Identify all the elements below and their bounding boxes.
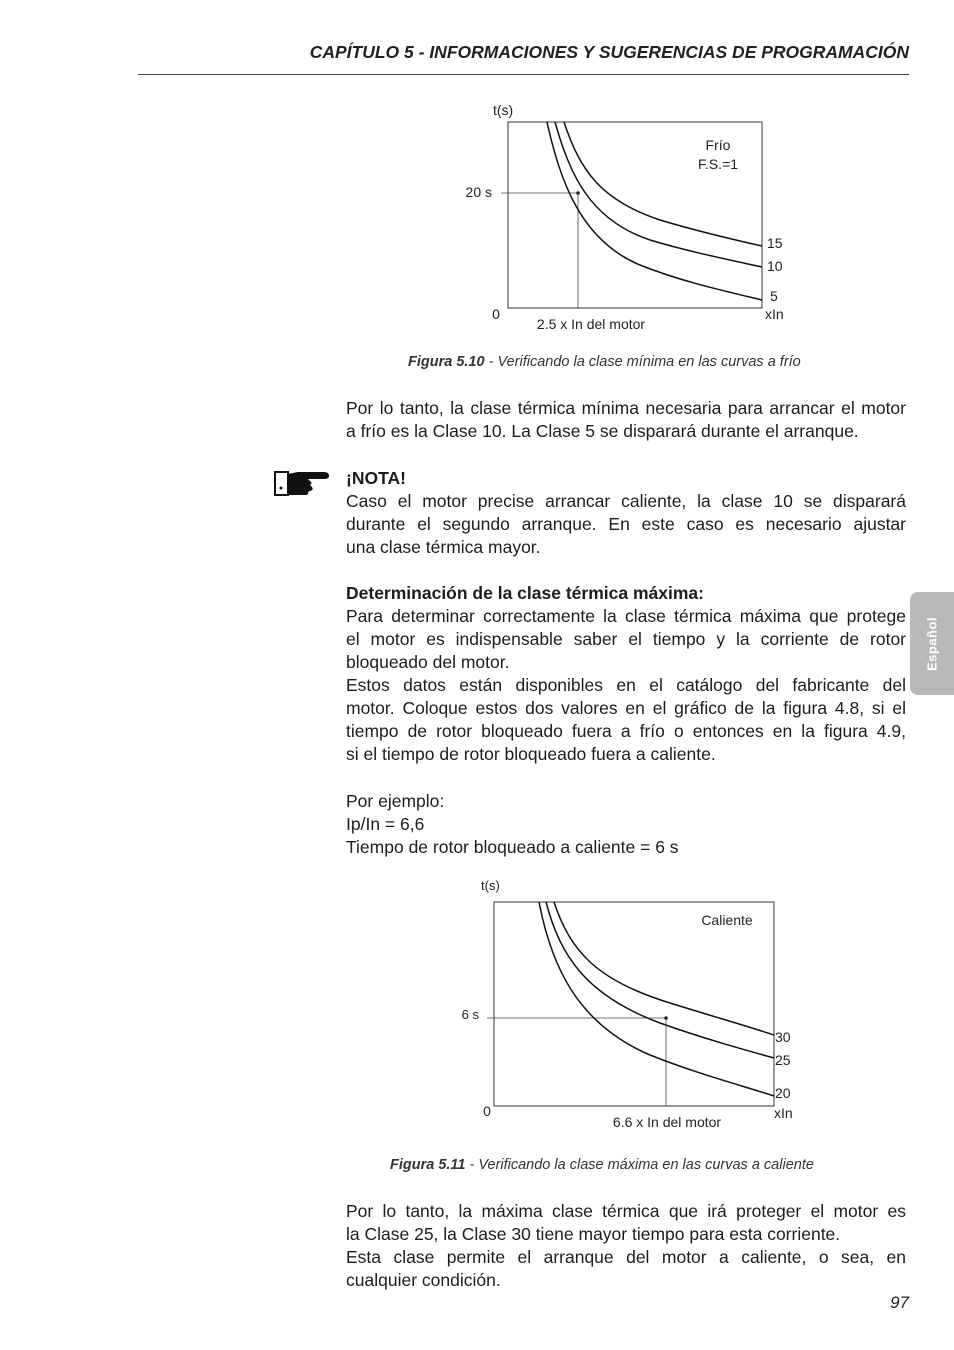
text-line: Estos datos están disponibles en el catálogo del fabricante del [346, 675, 906, 695]
curve-class-15 [564, 122, 762, 246]
text-line: tiempo de rotor bloqueado fuera a frío o entonces en la figura 4.9, [346, 721, 906, 741]
caption-text: - Verificando la clase máxima en las curvas a caliente [465, 1157, 814, 1173]
figure-5-10-caption [408, 354, 801, 370]
figure-5-11 [440, 875, 810, 1135]
text-line: cualquier condición. [346, 1270, 501, 1290]
y-mark-label: 6 s [461, 1007, 479, 1022]
origin-label: 0 [483, 1103, 491, 1119]
caption-text: - Verificando la clase mínima en las curvas a frío [484, 354, 801, 370]
text-line: Ip/In = 6,6 [346, 814, 425, 834]
text-line: si el tiempo de rotor bloqueado fuera a caliente. [346, 744, 716, 764]
text-line: una clase térmica mayor. [346, 537, 541, 557]
legend-line2: F.S.=1 [697, 156, 739, 172]
text-line: el motor es indispensable saber el tiempo y la corriente de rotor [346, 629, 906, 649]
x-unit-label: xIn [765, 306, 784, 322]
intersection-point [576, 191, 580, 195]
x-mark-label: 2.5 x In del motor [536, 316, 646, 332]
text-line: Tiempo de rotor bloqueado a caliente = 6 s [346, 837, 679, 857]
text-line: Caso el motor precise arrancar caliente, la clase 10 se disparará [346, 491, 906, 511]
language-tab-label: Español [924, 616, 940, 671]
figure-5-11-graph [440, 875, 810, 1135]
paragraph-2 [346, 1200, 906, 1292]
caption-number: Figura 5.10 [408, 354, 485, 370]
text-line: durante el segundo arranque. En este caso es necesario ajustar [346, 514, 906, 534]
page-number: 97 [890, 1293, 909, 1312]
example-block [346, 790, 906, 859]
section-heading: Determinación de la clase térmica máxima: [346, 583, 704, 603]
text-line: motor. Coloque estos dos valores en el gráfico de la figura 4.8, si el [346, 698, 906, 718]
y-mark-label: 20 s [465, 184, 492, 200]
curve-label-5: 5 [770, 288, 778, 304]
text-line: la Clase 25, la Clase 30 tiene mayor tiempo para esta corriente. [346, 1224, 841, 1244]
curve-label-10: 10 [767, 258, 783, 274]
curve-label-30: 30 [775, 1029, 791, 1045]
note-title: ¡NOTA! [346, 468, 406, 488]
curve-label-20: 20 [775, 1085, 791, 1101]
figure-5-10 [440, 95, 800, 345]
language-tab [910, 592, 954, 695]
text-line: Por lo tanto, la máxima clase térmica que irá proteger el motor es [346, 1201, 906, 1221]
page-header [138, 40, 909, 75]
x-unit-label: xIn [774, 1105, 793, 1121]
curve-label-15: 15 [767, 235, 783, 251]
legend-line1: Caliente [701, 912, 753, 928]
text-line: bloqueado del motor. [346, 652, 510, 672]
figure-5-10-graph [440, 95, 800, 345]
text-line: a frío es la Clase 10. La Clase 5 se disparará durante el arranque. [346, 421, 859, 441]
text-line: Esta clase permite el arranque del motor a caliente, o sea, en [346, 1247, 906, 1267]
text-line: Para determinar correctamente la clase térmica máxima que protege [346, 606, 906, 626]
curve-label-25: 25 [775, 1052, 791, 1068]
pointing-hand-icon [272, 468, 330, 503]
curve-class-10 [555, 122, 762, 267]
x-mark-label: 6.6 x In del motor [612, 1114, 722, 1130]
paragraph-1 [346, 397, 906, 443]
legend-line1: Frío [705, 137, 731, 153]
text-line: Por lo tanto, la clase térmica mínima necesaria para arrancar el motor [346, 398, 906, 418]
intersection-point [664, 1016, 668, 1020]
figure-5-11-caption [390, 1157, 814, 1173]
y-axis-label: t(s) [481, 878, 500, 893]
chapter-title: CAPÍTULO 5 - INFORMACIONES Y SUGERENCIAS DE PROGRAMACIÓN [309, 42, 909, 62]
note-block [346, 467, 906, 559]
caption-number: Figura 5.11 [390, 1157, 466, 1173]
plot-frame [494, 902, 774, 1106]
y-axis-label: t(s) [493, 102, 514, 118]
text-line: Por ejemplo: [346, 791, 445, 811]
section-max-class [346, 582, 906, 766]
origin-label: 0 [492, 306, 500, 322]
